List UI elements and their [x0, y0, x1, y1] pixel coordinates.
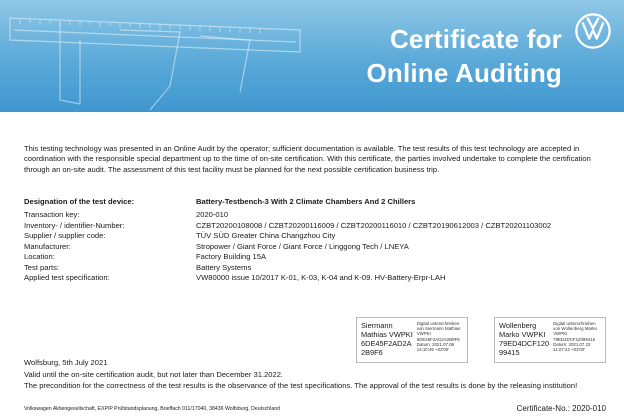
detail-value: Battery Systems: [196, 262, 252, 272]
detail-row: [24, 242, 614, 253]
validity-text: Valid until the on-site certification audit, but not later than December 31.2022.: [24, 370, 284, 379]
designation-label: Designation of the test device:: [24, 197, 135, 206]
certificate-number: Certificate-No.: 2020-010: [516, 404, 606, 413]
detail-value: CZBT20200108008 / CZBT20200116009 / CZBT20200116010 / CZBT20190612003 / CZBT20201103002: [196, 220, 552, 230]
vw-logo-icon: [574, 12, 612, 50]
title-line-2: Online Auditing: [366, 58, 562, 88]
title-line-1: Certificate for: [389, 24, 562, 54]
issue-date: Wolfsburg, 5th July 2021: [24, 358, 108, 367]
detail-label: Applied test specification:: [24, 273, 110, 282]
device-details: [24, 197, 614, 284]
detail-value: Factory Building 15A: [196, 252, 267, 261]
detail-row: [24, 252, 614, 263]
certificate-title: [366, 22, 562, 90]
detail-label: Transaction key:: [24, 210, 80, 219]
signature-name: Siermann Mathias VWPKI 6DE45F2AD2A 2B9F6: [361, 321, 413, 357]
detail-label: Supplier / supplier code:: [24, 231, 106, 240]
detail-value: 2020-010: [196, 210, 229, 219]
signature-box-siermann[interactable]: [356, 317, 468, 363]
caliper-illustration: [0, 0, 330, 112]
detail-label: Inventory- / identifier-Number:: [24, 220, 125, 230]
designation-value: Battery-Testbench-3 With 2 Climate Chambers And 2 Chillers: [196, 197, 416, 206]
designation-row: [24, 197, 614, 210]
detail-value: VW80000 issue 10/2017 K-01, K-03, K-04 and K-09. HV-Battery-Erpr-LAH: [196, 273, 446, 282]
digital-signature-note: Digital unterschrieben von Siermann Mathias VWPKI 6DE45F2AD2A2B9F6 Datum: 2021.07.06 14:10:49 +02'00': [416, 321, 461, 353]
detail-label: Test parts:: [24, 262, 60, 272]
intro-paragraph: This testing technology was presented in an Online Audit by the operator; sufficient documentation is available. The test results of this test technology are accepted in coordination with the responsible special department up to the time of on-site certification. With this certificate, the parties involved undertake to complete the certification through an on-site audit. The assessment of this test facility must be planned for the next possible certification business trip.: [24, 144, 591, 174]
detail-row: [24, 263, 614, 274]
detail-label: Manufacturer:: [24, 241, 71, 251]
detail-row: [24, 231, 614, 242]
detail-label: Location:: [24, 252, 55, 261]
precondition-text: The precondition for the correctness of the test results is the observance of the test specifications. The approval of the test results is done by the releasing institution!: [24, 381, 578, 390]
signature-name: Wollenberg Marko VWPKI 79ED4DCF120 99415: [499, 321, 550, 357]
detail-row: [24, 273, 614, 284]
detail-row: [24, 221, 614, 232]
detail-value: TÜV SÜD Greater China Changzhou City: [196, 231, 336, 240]
detail-row: [24, 210, 614, 221]
detail-value: Stropower / Giant Force / Giant Force / Linggong Tech / LNEYA: [196, 241, 409, 251]
signature-box-wollenberg[interactable]: [494, 317, 606, 363]
certificate-header: [0, 0, 624, 112]
company-address: Volkswagen Aktiengesellschaft, EXP/P Prüfstandsplanung, Brieffach 011/17040, 38436 Wolfsburg, Deutschland: [24, 406, 280, 412]
digital-signature-note: Digital unterschrieben von Wollenberg Marko VWPKI 79ED4DCF12099415 Datum: 2021.07.22 11:07:42 +02'00': [553, 321, 597, 353]
